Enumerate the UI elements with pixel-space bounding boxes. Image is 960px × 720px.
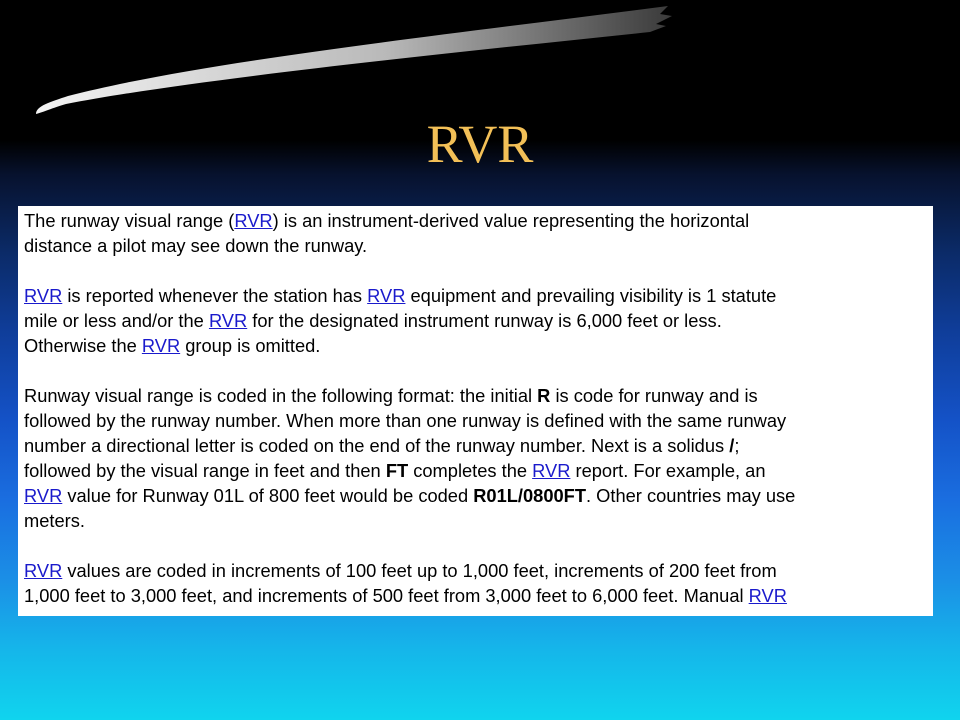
paragraph-reporting <box>24 283 933 358</box>
text-line <box>24 433 933 458</box>
text-run: values are coded in increments of 100 feet up to 1,000 feet, increments of 200 feet from <box>62 560 777 581</box>
rvr-link[interactable]: RVR <box>234 210 273 231</box>
rvr-link[interactable]: RVR <box>748 585 787 606</box>
text-line <box>24 508 933 533</box>
text-run: Otherwise the <box>24 335 142 356</box>
text-line <box>24 583 933 608</box>
rvr-link[interactable]: RVR <box>24 560 63 581</box>
text-run: is reported whenever the station has <box>62 285 368 306</box>
text-run: equipment and prevailing visibility is 1 statute <box>405 285 777 306</box>
text-line <box>24 283 933 308</box>
rvr-link[interactable]: RVR <box>367 285 406 306</box>
text-run: The runway visual range ( <box>24 210 235 231</box>
text-line <box>24 458 933 483</box>
text-run: followed by the visual range in feet and then <box>24 460 386 481</box>
rvr-link[interactable]: RVR <box>532 460 571 481</box>
paragraph-increments <box>24 558 933 608</box>
text-line <box>24 333 933 358</box>
text-run: distance a pilot may see down the runway. <box>24 235 368 256</box>
text-run: meters. <box>24 510 85 531</box>
text-line <box>24 208 933 233</box>
text-run: Runway visual range is coded in the following format: the initial <box>24 385 538 406</box>
text-run: followed by the runway number. When more than one runway is defined with the same runway <box>24 410 787 431</box>
text-line <box>24 233 933 258</box>
rvr-link[interactable]: RVR <box>24 485 63 506</box>
text-run: report. For example, an <box>570 460 766 481</box>
text-run: number a directional letter is coded on the end of the runway number. Next is a solidus <box>24 435 730 456</box>
text-run: for the designated instrument runway is 6,000 feet or less. <box>247 310 722 331</box>
code-bold: / <box>729 435 735 456</box>
rvr-link[interactable]: RVR <box>141 335 181 356</box>
text-line <box>24 483 933 508</box>
text-run: ) is an instrument-derived value representing the horizontal <box>272 210 750 231</box>
text-run: mile or less and/or the <box>24 310 209 331</box>
text-line <box>24 383 933 408</box>
text-line <box>24 558 933 583</box>
text-run: value for Runway 01L of 800 feet would be coded <box>62 485 474 506</box>
text-run: completes the <box>408 460 533 481</box>
rvr-link[interactable]: RVR <box>24 285 63 306</box>
rvr-link[interactable]: RVR <box>208 310 248 331</box>
rvr-description-panel <box>18 206 933 616</box>
code-bold: FT <box>385 460 409 481</box>
text-line <box>24 308 933 333</box>
text-run: is code for runway and is <box>550 385 758 406</box>
code-bold: R <box>537 385 551 406</box>
text-run: group is omitted. <box>180 335 321 356</box>
paragraph-format <box>24 383 933 533</box>
text-line <box>24 408 933 433</box>
text-run: . Other countries may use <box>586 485 796 506</box>
slide-title: RVR <box>426 114 534 174</box>
code-bold: R01L/0800FT <box>473 485 587 506</box>
text-run: ; <box>734 435 740 456</box>
text-run: 1,000 feet to 3,000 feet, and increments of 500 feet from 3,000 feet to 6,000 feet. Manual <box>24 585 749 606</box>
paragraph-definition <box>24 208 933 258</box>
